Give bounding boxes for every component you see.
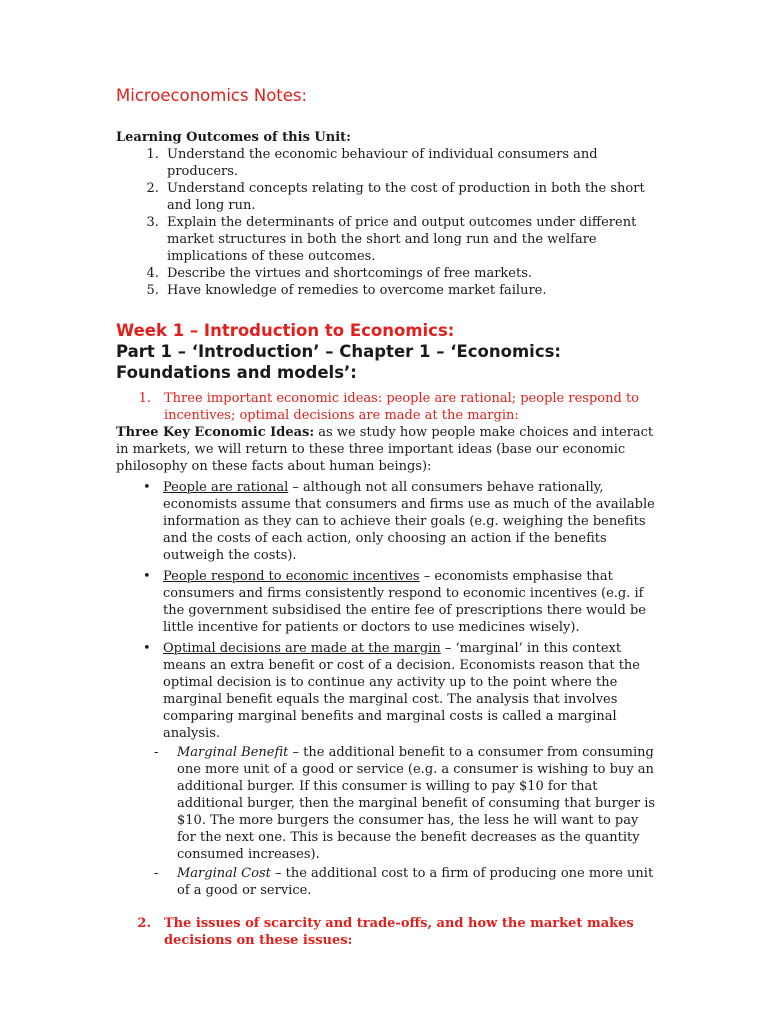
bullet-term: People are rational: [163, 480, 289, 495]
list-item: [143, 479, 656, 564]
section-1-heading: [116, 390, 656, 424]
definition-text: – the additional cost to a firm of producing one more unit of a good or service.: [177, 866, 654, 898]
key-ideas-list: [116, 479, 656, 899]
document-page: [116, 86, 656, 949]
list-item: [143, 568, 656, 636]
list-item: [143, 640, 656, 899]
dash-icon: -: [154, 745, 159, 760]
dash-icon: -: [154, 866, 159, 881]
list-item: 4. Describe the virtues and shortcomings of free markets.: [163, 265, 656, 282]
part-heading: Part 1 – ‘Introduction’ – Chapter 1 – ‘Economics: Foundations and models’:: [116, 342, 562, 382]
bullet-text: – economists emphasise that consumers and firms consistently respond to economic incentives (e.g. if the government subsidised the entire fee of prescriptions there would be little incentive for patients or doctors to use medicines wisely).: [163, 569, 646, 635]
document-title: Microeconomics Notes:: [116, 86, 308, 105]
bullet-text: – although not all consumers behave rationally, economists assume that consumers and firms use as much of the available information as they can to achieve their goals (e.g. weighing the benefits and the costs of each action, only choosing an action if the benefits outweigh the costs).: [163, 480, 655, 563]
bullet-icon: •: [143, 569, 151, 584]
section-2-heading: [116, 915, 656, 949]
list-item: 5. Have knowledge of remedies to overcome market failure.: [163, 282, 656, 299]
section-text: Three important economic ideas: people are rational; people respond to incentives; optimal decisions are made at the margin:: [164, 391, 639, 423]
week-heading: Week 1 – Introduction to Economics:: [116, 321, 455, 340]
section-number: 2.: [137, 916, 151, 931]
key-ideas-paragraph: [116, 424, 656, 475]
bullet-icon: •: [143, 641, 151, 656]
marginal-definitions-list: [154, 744, 656, 899]
section-number: 1.: [138, 391, 151, 406]
key-ideas-lead: Three Key Economic Ideas:: [116, 425, 315, 440]
list-item: 1. Understand the economic behaviour of individual consumers and producers.: [163, 146, 656, 180]
list-item: [154, 865, 656, 899]
bullet-term: People respond to economic incentives: [163, 569, 420, 584]
definition-term: Marginal Cost: [177, 866, 271, 881]
section-text: The issues of scarcity and trade-offs, and how the market makes decisions on these issues:: [164, 916, 634, 948]
definition-term: Marginal Benefit: [177, 745, 289, 760]
bullet-icon: •: [143, 480, 151, 495]
bullet-term: Optimal decisions are made at the margin: [163, 641, 441, 656]
learning-outcomes-heading: Learning Outcomes of this Unit:: [116, 130, 351, 145]
list-item: [154, 744, 656, 863]
bullet-text: – ‘marginal’ in this context means an extra benefit or cost of a decision. Economists reason that the optimal decision is to continue any activity up to the point where the marginal benefit equals the marginal cost. The analysis that involves comparing marginal benefits and marginal costs is called a marginal analysis.: [163, 641, 641, 741]
list-item: 2. Understand concepts relating to the cost of production in both the short and long run.: [163, 180, 656, 214]
list-item: 3. Explain the determinants of price and output outcomes under different market structures in both the short and long run and the welfare implications of these outcomes.: [163, 214, 656, 265]
definition-text: – the additional benefit to a consumer from consuming one more unit of a good or service (e.g. a consumer is wishing to buy an additional burger. If this consumer is willing to pay $10 for that additional burger, then the marginal benefit of consuming that burger is $10. The more burgers the consumer has, the less he will want to pay for the next one. This is because the benefit decreases as the quantity consumed increases).: [177, 745, 656, 862]
learning-outcomes-list: [116, 146, 656, 299]
key-ideas-text: as we study how people make choices and interact in markets, we will return to these three important ideas (base our economic philosophy on these facts about human beings):: [116, 425, 654, 474]
